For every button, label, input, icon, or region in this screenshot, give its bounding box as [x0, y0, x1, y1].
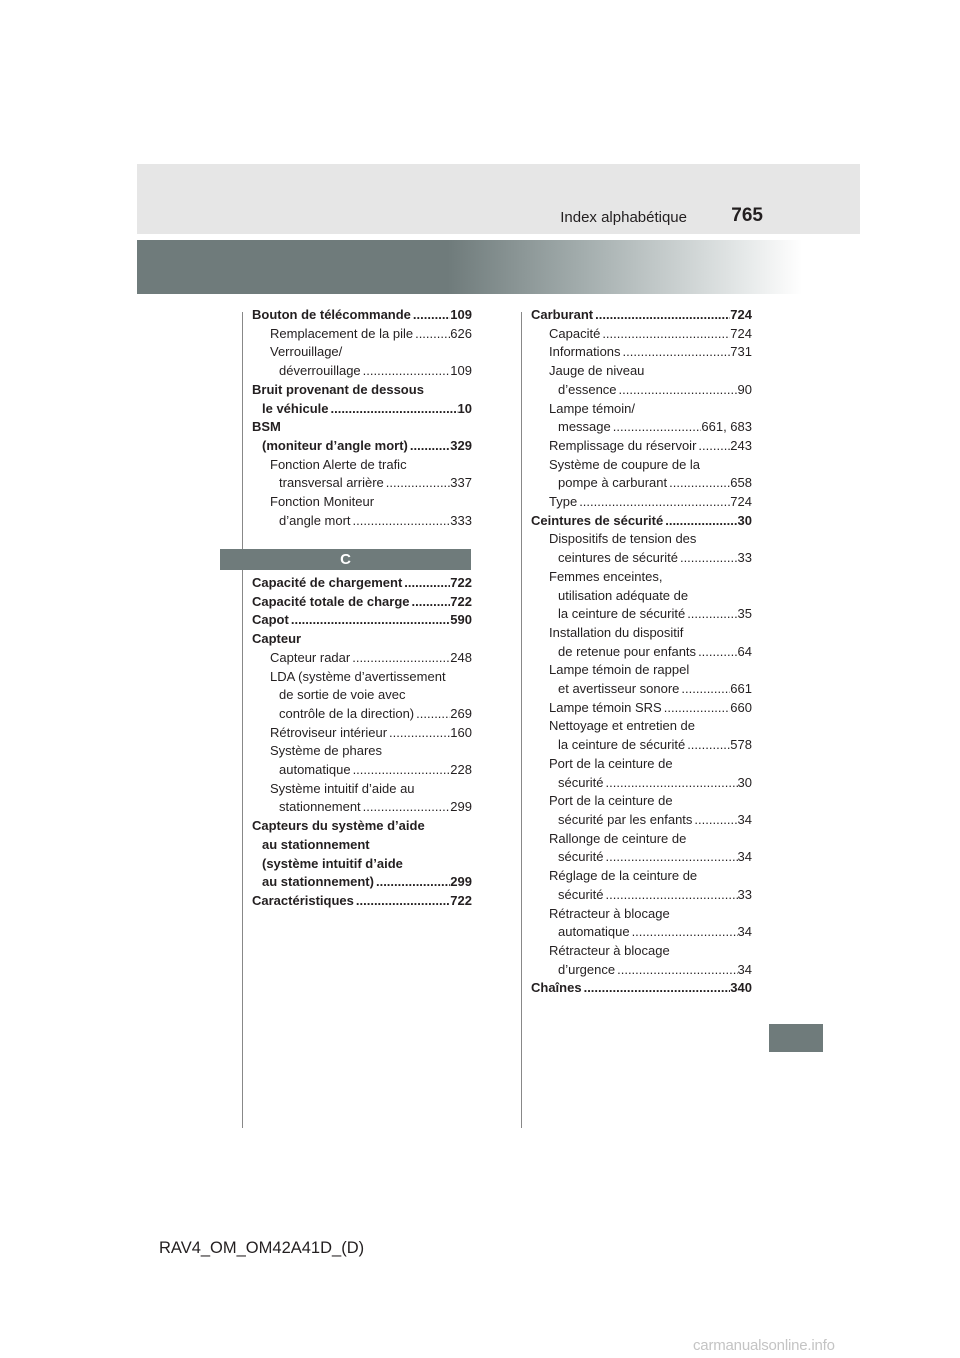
index-entry-page: 626: [450, 325, 472, 341]
index-entry-text: Système de phares: [270, 743, 383, 759]
index-entry-page: 33: [737, 886, 752, 902]
watermark: carmanualsonline.info: [693, 1337, 835, 1354]
index-entry-text: Bouton de télécommande: [252, 307, 411, 322]
index-entry: [252, 761, 472, 780]
index-entry-text: Bruit provenant de dessous: [252, 381, 424, 397]
index-entry-page: 269: [450, 705, 472, 721]
index-entry: [531, 811, 752, 830]
index-entry-text: Rétracteur à blocage: [549, 905, 670, 921]
index-entry: [531, 474, 752, 493]
index-entry-page: 248: [450, 649, 472, 665]
index-entry-text: Installation du dispositif: [549, 624, 684, 640]
dot-leader: [696, 437, 730, 456]
dot-leader: [374, 873, 450, 892]
dot-leader: [361, 362, 451, 381]
dot-leader: [384, 474, 451, 493]
index-entry-page: 299: [450, 874, 472, 890]
index-entry: [252, 611, 472, 630]
index-entry: [531, 736, 752, 755]
dot-leader: [604, 848, 738, 867]
dot-leader: [685, 605, 737, 624]
index-entry: [531, 437, 752, 456]
index-entry-page: 34: [737, 924, 752, 940]
index-column-2: [252, 574, 472, 911]
index-entry: [531, 979, 752, 998]
index-entry-text: pompe à carburant: [558, 475, 668, 491]
dot-leader: [582, 979, 731, 998]
index-entry-page: 658: [730, 475, 752, 491]
index-column-1: [252, 306, 472, 530]
index-entry: [531, 830, 752, 849]
index-entry-text: et avertisseur sonore: [558, 681, 680, 697]
index-entry: [531, 343, 752, 362]
index-entry-page: 329: [450, 437, 472, 453]
index-entry-text: sécurité: [558, 886, 604, 902]
index-entry-page: 340: [730, 980, 752, 996]
dot-leader: [679, 680, 730, 699]
index-entry-text: Capot: [252, 612, 289, 628]
index-entry: [531, 587, 752, 606]
dot-leader: [411, 306, 450, 325]
index-entry-text: d’urgence: [558, 961, 616, 977]
index-entry-text: la ceinture de sécurité: [558, 606, 686, 622]
column-divider-middle: [521, 312, 522, 1128]
dot-leader: [611, 418, 702, 437]
header-gradient-bar: [137, 240, 860, 294]
index-entry-text: Capacité de chargement: [252, 575, 403, 590]
index-entry-page: 10: [457, 400, 472, 416]
index-entry: [531, 923, 752, 942]
index-entry: [252, 418, 472, 437]
index-entry-page: 228: [450, 762, 472, 778]
index-entry: [531, 717, 752, 736]
index-entry-page: 722: [450, 575, 472, 590]
index-entry-page: 64: [737, 643, 752, 659]
index-entry-page: 333: [450, 512, 472, 528]
index-entry-text: Lampe témoin SRS: [549, 699, 662, 715]
index-entry-page: 337: [450, 475, 472, 491]
dot-leader: [414, 705, 450, 724]
index-entry: [252, 400, 472, 419]
dot-leader: [685, 736, 730, 755]
index-entry-text: message: [558, 419, 611, 435]
dot-leader: [354, 892, 450, 911]
index-entry-page: 34: [737, 961, 752, 977]
index-column-3: [531, 306, 752, 998]
index-entry-text: Capacité totale de charge: [252, 593, 410, 609]
index-entry-text: déverrouillage: [279, 363, 361, 379]
index-entry: [531, 549, 752, 568]
index-entry-page: 724: [730, 307, 752, 322]
dot-leader: [577, 493, 730, 512]
dot-leader: [600, 325, 730, 344]
dot-leader: [662, 699, 731, 718]
index-entry: [252, 705, 472, 724]
index-entry-text: LDA (système d’avertissement: [270, 668, 446, 684]
index-entry: [531, 867, 752, 886]
index-entry: [531, 942, 752, 961]
index-entry-text: Nettoyage et entretien de: [549, 718, 695, 734]
index-entry-text: Caractéristiques: [252, 892, 354, 908]
index-entry-page: 722: [450, 593, 472, 609]
index-entry: [531, 886, 752, 905]
dot-leader: [696, 643, 737, 662]
index-entry-text: d’essence: [558, 381, 617, 397]
index-entry-text: Type: [549, 494, 578, 510]
dot-leader: [361, 798, 451, 817]
index-entry-page: 660: [730, 699, 752, 715]
index-entry: [252, 873, 472, 892]
index-entry-text: Jauge de niveau: [549, 363, 645, 379]
index-entry-page: 578: [730, 737, 752, 753]
index-entry-text: Chaînes: [531, 980, 582, 996]
index-entry-text: la ceinture de sécurité: [558, 737, 686, 753]
index-entry: [252, 362, 472, 381]
index-entry-text: Réglage de la ceinture de: [549, 868, 698, 884]
index-entry: [531, 512, 752, 531]
index-entry: [531, 418, 752, 437]
index-entry-text: au stationnement): [262, 874, 374, 890]
index-entry-page: 33: [737, 550, 752, 566]
index-entry-text: Rallonge de ceinture de: [549, 830, 687, 846]
index-entry-page: 34: [737, 849, 752, 865]
index-entry-page: 30: [737, 774, 752, 790]
index-entry-text: au stationnement: [262, 836, 370, 852]
index-entry-text: automatique: [558, 924, 630, 940]
index-entry: [252, 574, 472, 593]
index-entry-text: Femmes enceintes,: [549, 568, 663, 584]
index-entry: [252, 742, 472, 761]
dot-leader: [387, 724, 450, 743]
index-entry: [252, 686, 472, 705]
index-entry-page: 109: [450, 363, 472, 379]
index-entry-page: 299: [450, 799, 472, 815]
index-entry: [252, 892, 472, 911]
index-entry: [531, 400, 752, 419]
index-entry: [531, 774, 752, 793]
index-entry-page: 243: [730, 437, 752, 453]
index-entry-page: 34: [737, 811, 752, 827]
index-entry-text: sécurité par les enfants: [558, 811, 693, 827]
index-entry: [252, 780, 472, 799]
index-entry-text: Lampe témoin/: [549, 400, 635, 416]
index-entry-text: Remplacement de la pile: [270, 325, 414, 341]
index-entry-text: Carburant: [531, 307, 594, 322]
index-entry-page: 661: [730, 681, 752, 697]
index-entry-page: 590: [450, 612, 472, 628]
index-entry: [252, 668, 472, 687]
dot-leader: [678, 549, 738, 568]
index-entry-text: BSM: [252, 419, 281, 435]
index-entry-page: 109: [450, 307, 472, 322]
index-entry-text: automatique: [279, 762, 351, 778]
index-entry-text: Capteur: [252, 631, 302, 647]
index-entry: [252, 798, 472, 817]
index-entry: [531, 325, 752, 344]
dot-leader: [621, 343, 731, 362]
thumb-index-tab: [769, 1024, 823, 1052]
index-entry-text: sécurité: [558, 849, 604, 865]
index-entry-text: (moniteur d’angle mort): [262, 437, 408, 453]
index-entry-text: Port de la ceinture de: [549, 755, 673, 771]
index-entry: [531, 381, 752, 400]
dot-leader: [617, 381, 738, 400]
index-entry-page: 90: [737, 381, 752, 397]
index-entry-page: 160: [450, 724, 472, 740]
index-entry-text: Fonction Alerte de trafic: [270, 456, 407, 472]
index-entry-text: utilisation adéquate de: [558, 587, 689, 603]
index-entry-text: Dispositifs de tension des: [549, 531, 697, 547]
index-entry: [252, 306, 472, 325]
dot-leader: [663, 512, 737, 531]
index-entry-text: ceintures de sécurité: [558, 550, 678, 566]
index-entry: [531, 493, 752, 512]
dot-leader: [410, 593, 451, 612]
index-entry-text: d’angle mort: [279, 512, 351, 528]
index-entry: [252, 343, 472, 362]
index-entry-page: 722: [450, 892, 472, 908]
index-entry-text: Rétracteur à blocage: [549, 942, 670, 958]
index-entry-text: Remplissage du réservoir: [549, 437, 697, 453]
index-entry-page: 731: [730, 344, 752, 360]
dot-leader: [630, 923, 738, 942]
dot-leader: [402, 574, 450, 593]
index-entry: [531, 755, 752, 774]
page-number: 765: [731, 205, 763, 226]
index-entry: [252, 512, 472, 531]
index-entry-text: de retenue pour enfants: [558, 643, 697, 659]
index-entry: [252, 855, 472, 874]
index-entry-page: 30: [737, 512, 752, 528]
index-entry: [252, 437, 472, 456]
section-title: Index alphabétique: [560, 209, 687, 226]
index-entry: [531, 605, 752, 624]
index-entry-text: Informations: [549, 344, 621, 360]
index-entry: [531, 643, 752, 662]
index-entry-text: contrôle de la direction): [279, 705, 415, 721]
index-entry: [252, 474, 472, 493]
index-entry-page: 661, 683: [701, 419, 752, 435]
index-entry-text: Capteur radar: [270, 649, 351, 665]
dot-leader: [692, 811, 737, 830]
index-entry: [252, 493, 472, 512]
index-entry: [252, 381, 472, 400]
index-entry-text: Capacité: [549, 325, 601, 341]
column-divider-left: [242, 312, 243, 1128]
index-entry: [252, 456, 472, 475]
index-entry: [531, 624, 752, 643]
index-entry: [531, 306, 752, 325]
index-entry: [531, 680, 752, 699]
dot-leader: [328, 400, 457, 419]
index-entry-text: de sortie de voie avec: [279, 687, 406, 703]
index-entry: [531, 568, 752, 587]
index-entry: [252, 630, 472, 649]
index-entry-text: Verrouillage/: [270, 344, 343, 360]
dot-leader: [615, 961, 737, 980]
index-entry: [252, 817, 472, 836]
dot-leader: [350, 649, 450, 668]
dot-leader: [351, 512, 451, 531]
index-entry-text: Lampe témoin de rappel: [549, 662, 690, 678]
index-entry: [252, 836, 472, 855]
index-entry: [531, 848, 752, 867]
index-entry: [252, 724, 472, 743]
dot-leader: [408, 437, 450, 456]
index-entry-page: 35: [737, 606, 752, 622]
index-entry-text: sécurité: [558, 774, 604, 790]
dot-leader: [604, 886, 738, 905]
index-entry: [531, 905, 752, 924]
dot-leader: [593, 306, 730, 325]
index-entry-page: 724: [730, 494, 752, 510]
index-entry-text: transversal arrière: [279, 475, 384, 491]
letter-heading-c: C: [220, 549, 471, 570]
index-entry-text: stationnement: [279, 799, 361, 815]
index-entry: [531, 961, 752, 980]
index-entry: [252, 593, 472, 612]
index-entry: [531, 362, 752, 381]
index-entry-page: 724: [730, 325, 752, 341]
dot-leader: [604, 774, 738, 793]
index-entry-text: le véhicule: [262, 400, 329, 416]
dot-leader: [289, 611, 450, 630]
dot-leader: [667, 474, 730, 493]
index-entry-text: Système intuitif d’aide au: [270, 780, 415, 796]
index-entry-text: (système intuitif d’aide: [262, 855, 403, 871]
dot-leader: [413, 325, 450, 344]
index-entry-text: Fonction Moniteur: [270, 494, 375, 510]
index-entry-text: Rétroviseur intérieur: [270, 724, 388, 740]
index-entry: [531, 530, 752, 549]
index-entry-text: Système de coupure de la: [549, 456, 701, 472]
index-entry-text: Capteurs du système d’aide: [252, 818, 425, 834]
document-code: RAV4_OM_OM42A41D_(D): [159, 1239, 365, 1257]
index-entry-text: Ceintures de sécurité: [531, 512, 664, 528]
index-entry: [252, 325, 472, 344]
index-entry: [531, 661, 752, 680]
index-entry: [252, 649, 472, 668]
index-entry-text: Port de la ceinture de: [549, 793, 673, 809]
dot-leader: [351, 761, 451, 780]
index-entry: [531, 792, 752, 811]
index-entry: [531, 699, 752, 718]
index-entry: [531, 456, 752, 475]
